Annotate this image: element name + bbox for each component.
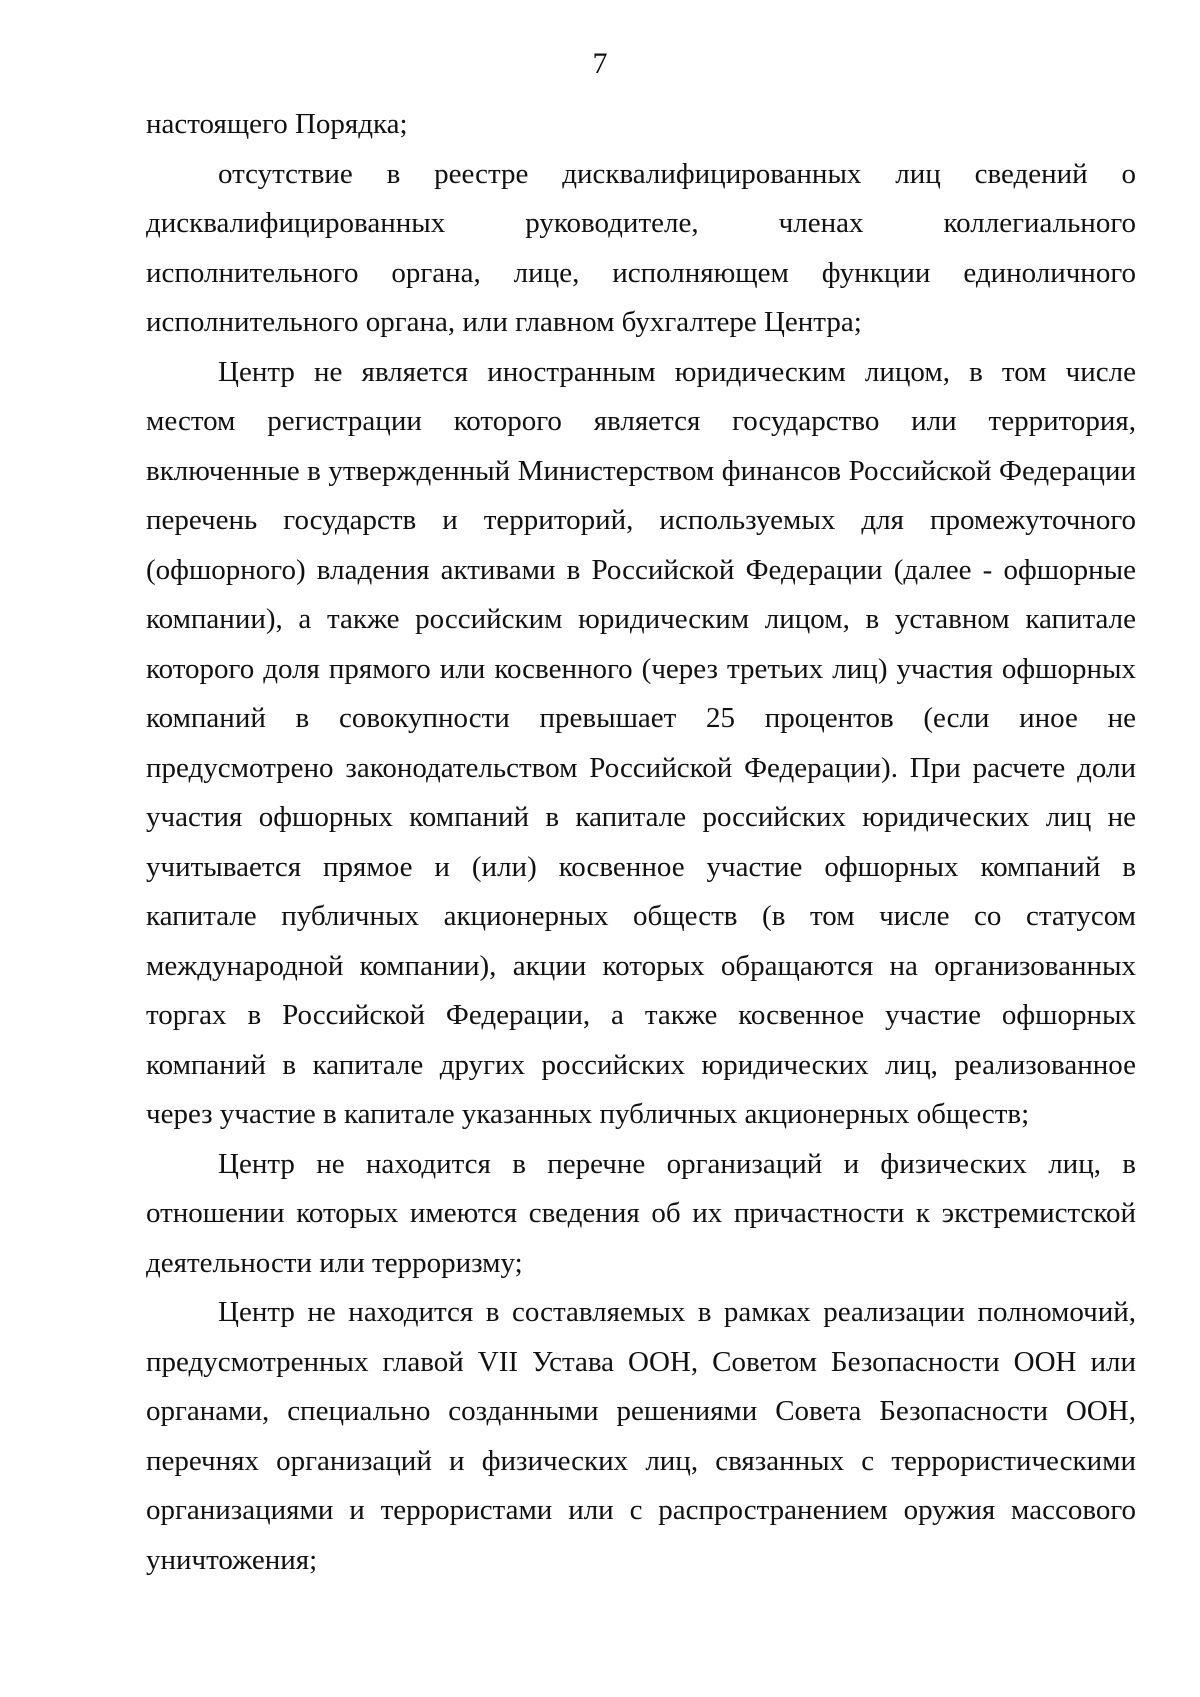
document-body	[146, 100, 1136, 1585]
paragraph-continuation: настоящего Порядка;	[146, 108, 408, 140]
paragraph-un-sanctions-list: Центр не находится в составляемых в рамках реализации полномочий, предусмотренных главой VII Устава ООН, Советом Безопасности ООН или органами, специально созданными решениями Совета Безопасности ООН, перечнях организаций и физических лиц, связанных с террористическими организациями и террористами или с распространением оружия массового уничтожения;	[146, 1296, 1136, 1576]
paragraph-disqualified-registry: отсутствие в реестре дисквалифицированных лиц сведений о дисквалифицированных руководителе, членах коллегиального исполнительного органа, лице, исполняющем функции единоличного исполнительного органа, или главном бухгалтере Центра;	[146, 157, 1136, 338]
paragraph-extremism-list: Центр не находится в перечне организаций и физических лиц, в отношении которых имеются сведения об их причастности к экстремистской деятельности или терроризму;	[146, 1147, 1136, 1279]
page-number: 7	[592, 47, 608, 80]
paragraph-offshore-companies: Центр не является иностранным юридическим лицом, в том числе местом регистрации которого является государство или территория, включенные в утвержденный Министерством финансов Российской Федерации перечень государств и территорий, используемых для промежуточного (офшорного) владения активами в Российской Федерации (далее - офшорные компании), а также российским юридическим лицом, в уставном капитале которого доля прямого или косвенного (через третьих лиц) участия офшорных компаний в совокупности превышает 25 процентов (если иное не предусмотрено законодательством Российской Федерации). При расчете доли участия офшорных компаний в капитале российских юридических лиц не учитывается прямое и (или) косвенное участие офшорных компаний в капитале публичных акционерных обществ (в том числе со статусом международной компании), акции которых обращаются на организованных торгах в Российской Федерации, а также косвенное участие офшорных компаний в капитале других российских юридических лиц, реализованное через участие в капитале указанных публичных акционерных обществ;	[146, 355, 1136, 1130]
